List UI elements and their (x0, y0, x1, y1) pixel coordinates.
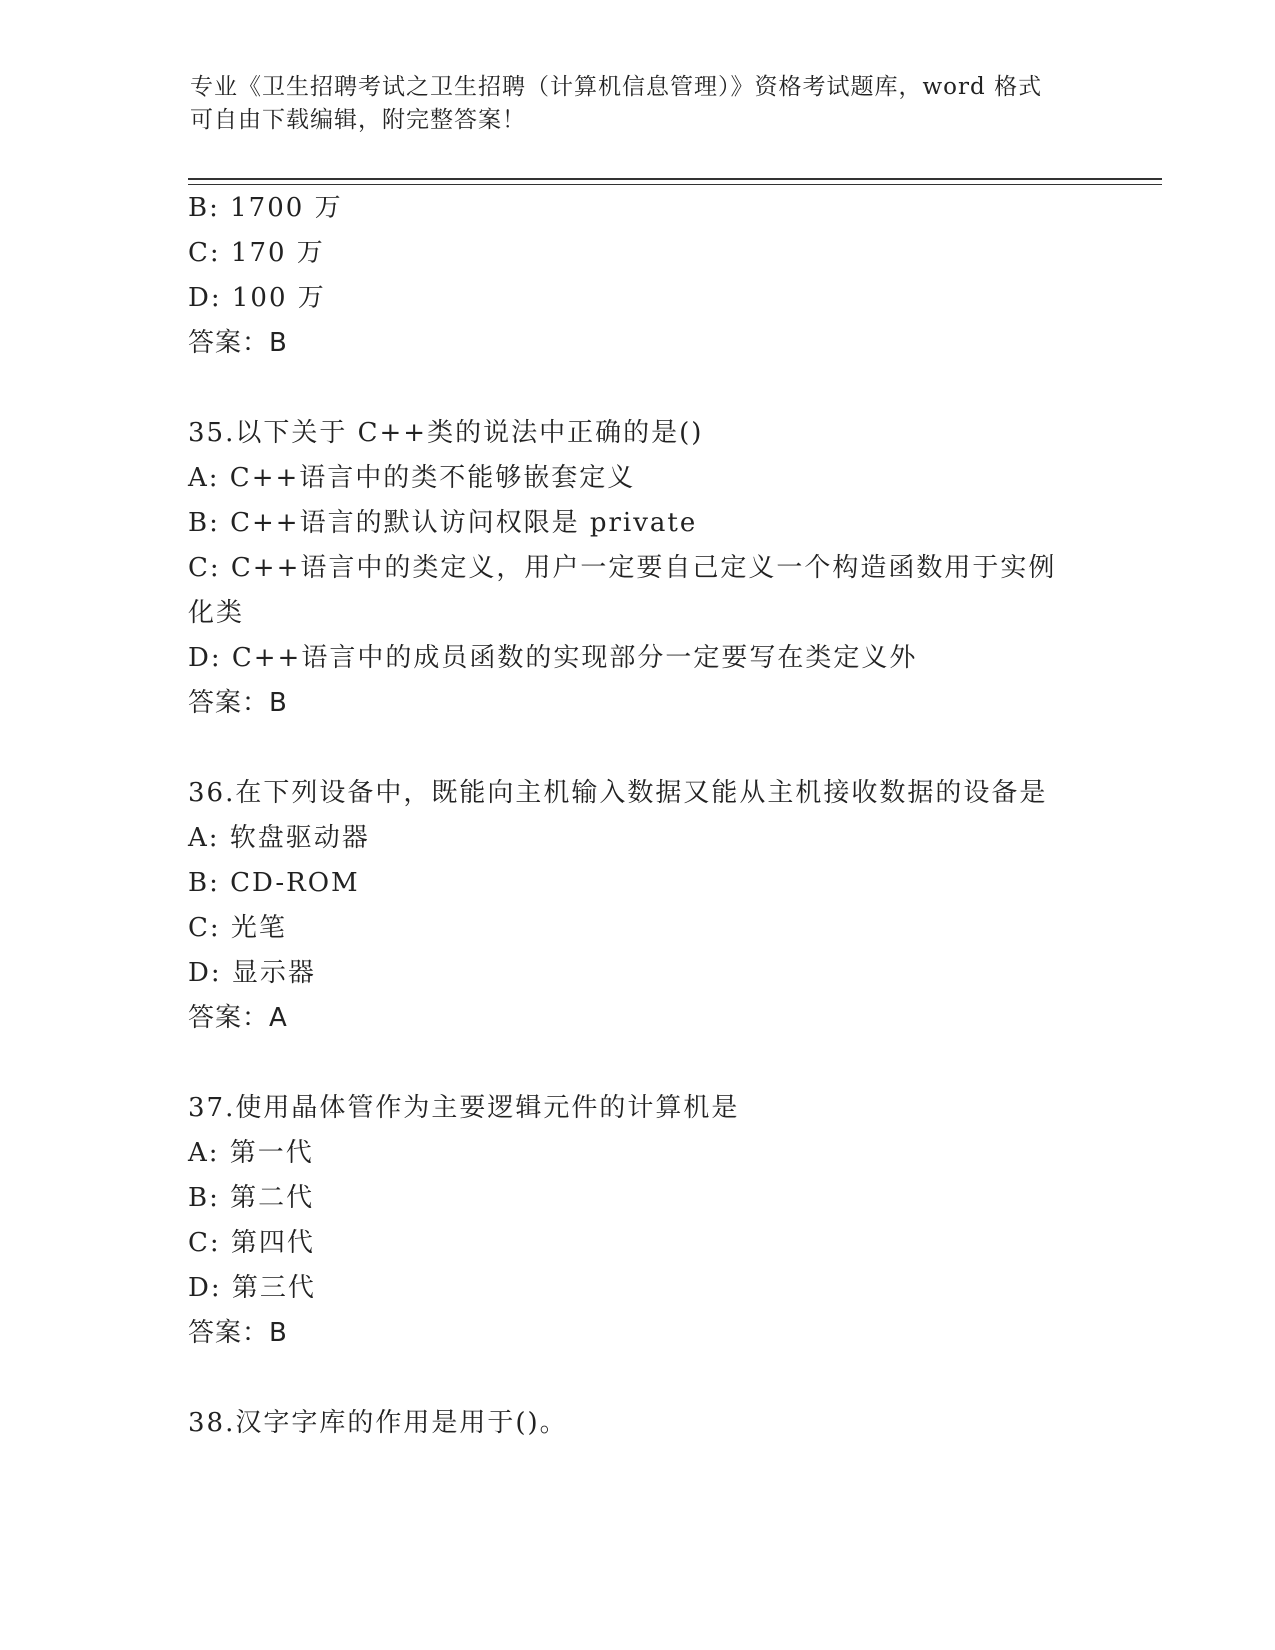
q34-option-b: B: 1700 万 (188, 193, 343, 223)
q37-question: 37.使用晶体管作为主要逻辑元件的计算机是 (188, 1093, 740, 1123)
q34-option-c: C: 170 万 (188, 238, 325, 268)
q35-option-c-line-2: 化类 (188, 598, 245, 628)
q35-answer: 答案：B (188, 688, 288, 718)
q36-option-a: A: 软盘驱动器 (188, 823, 370, 853)
header-line-2: 可自由下载编辑，附完整答案！ (190, 107, 526, 133)
q35-option-d: D: C++语言中的成员函数的实现部分一定要写在类定义外 (188, 643, 918, 673)
q34-option-d: D: 100 万 (188, 283, 326, 313)
q37-option-a: A: 第一代 (188, 1138, 314, 1168)
header-line-1: 专业《卫生招聘考试之卫生招聘（计算机信息管理）》资格考试题库，word 格式 (190, 74, 1043, 100)
q37-option-b: B: 第二代 (188, 1183, 315, 1213)
q35-option-c-line-1: C: C++语言中的类定义，用户一定要自己定义一个构造函数用于实例 (188, 553, 1057, 583)
q37-option-c: C: 第四代 (188, 1228, 315, 1258)
document-header (190, 71, 1090, 137)
q35-option-b: B: C++语言的默认访问权限是 private (188, 508, 698, 538)
q36-option-c: C: 光笔 (188, 913, 287, 943)
q37-answer: 答案：B (188, 1318, 288, 1348)
q36-question: 36.在下列设备中，既能向主机输入数据又能从主机接收数据的设备是 (188, 778, 1048, 808)
q36-answer: 答案：A (188, 1003, 288, 1033)
q34-answer: 答案：B (188, 328, 288, 358)
q36-option-b: B: CD-ROM (188, 868, 360, 898)
header-divider-thick (188, 178, 1162, 180)
q37-option-d: D: 第三代 (188, 1273, 316, 1303)
q35-question: 35.以下关于 C++类的说法中正确的是() (188, 418, 704, 448)
header-divider-thin (188, 184, 1162, 185)
q35-option-a: A: C++语言中的类不能够嵌套定义 (188, 463, 636, 493)
q36-option-d: D: 显示器 (188, 958, 316, 988)
q38-question: 38.汉字字库的作用是用于()。 (188, 1408, 568, 1438)
